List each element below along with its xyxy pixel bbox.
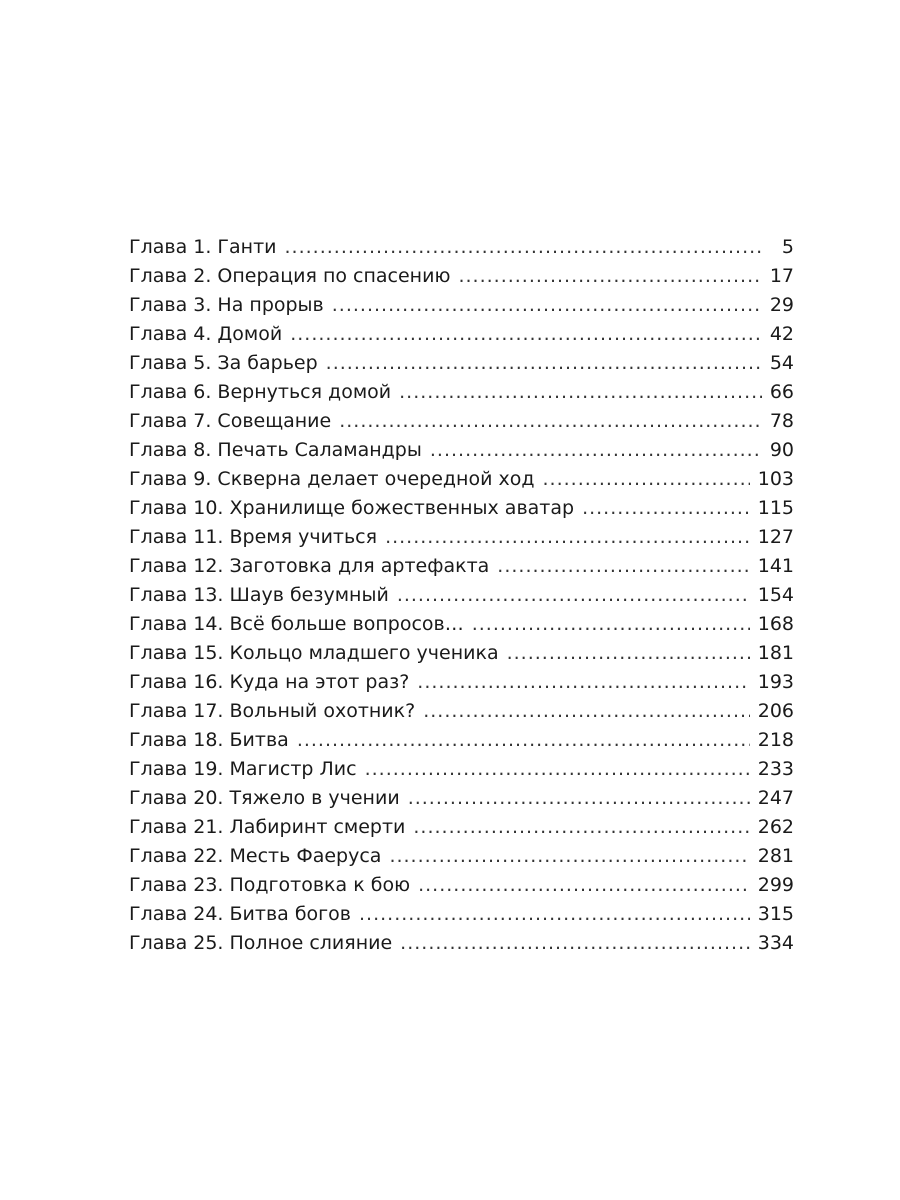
toc-leader-dots: [332, 291, 762, 320]
toc-entry-title: Глава 9. Скверна делает очередной ход: [129, 468, 535, 490]
toc-entry-title: Глава 3. На прорыв: [129, 294, 324, 316]
toc-leader-dots: [385, 523, 750, 552]
toc-leader-dots: [507, 639, 750, 668]
toc-entry-page: 262: [757, 816, 794, 838]
toc-leader-dots: [430, 436, 762, 465]
toc-entry-page: 54: [769, 352, 794, 374]
toc-entry: [129, 581, 794, 610]
toc-entry: [129, 378, 794, 407]
toc-entry: [129, 407, 794, 436]
toc-entry: [129, 233, 794, 262]
toc-entry-title: Глава 7. Совещание: [129, 410, 332, 432]
toc-entry: [129, 697, 794, 726]
toc-entry: [129, 668, 794, 697]
toc-entry-title: Глава 13. Шаув безумный: [129, 584, 389, 606]
toc-entry-title: Глава 6. Вернуться домой: [129, 381, 392, 403]
toc-entry: [129, 465, 794, 494]
toc-entry-title: Глава 12. Заготовка для артефакта: [129, 555, 490, 577]
toc-entry-title: Глава 8. Печать Саламандры: [129, 439, 422, 461]
toc-entry: [129, 784, 794, 813]
toc-entry: [129, 639, 794, 668]
toc-leader-dots: [397, 581, 750, 610]
toc-entry-title: Глава 22. Месть Фаеруса: [129, 845, 382, 867]
toc-entry: [129, 523, 794, 552]
toc-entry: [129, 813, 794, 842]
toc-entry: [129, 610, 794, 639]
toc-entry: [129, 436, 794, 465]
toc-leader-dots: [497, 552, 749, 581]
toc-entry: [129, 726, 794, 755]
toc-leader-dots: [285, 233, 763, 262]
toc-entry-page: 103: [757, 468, 794, 490]
toc-entry-page: 218: [757, 729, 794, 751]
toc-entry-page: 206: [757, 700, 794, 722]
toc-leader-dots: [365, 755, 750, 784]
toc-leader-dots: [290, 320, 762, 349]
toc-leader-dots: [399, 378, 762, 407]
toc-entry-title: Глава 2. Операция по спасению: [129, 265, 451, 287]
toc-leader-dots: [359, 900, 750, 929]
toc-entry-page: 17: [769, 265, 794, 287]
toc-leader-dots: [458, 262, 761, 291]
toc-leader-dots: [400, 929, 750, 958]
toc-leader-dots: [423, 697, 750, 726]
toc-entry-page: 115: [757, 497, 794, 519]
toc-leader-dots: [389, 842, 749, 871]
table-of-contents: [129, 233, 794, 958]
toc-entry-title: Глава 1. Ганти: [129, 236, 277, 258]
toc-entry-page: 281: [757, 845, 794, 867]
toc-entry-title: Глава 18. Битва: [129, 729, 289, 751]
toc-entry: [129, 320, 794, 349]
toc-leader-dots: [418, 871, 750, 900]
toc-entry-page: 247: [757, 787, 794, 809]
toc-entry-title: Глава 24. Битва богов: [129, 903, 351, 925]
toc-entry: [129, 262, 794, 291]
toc-entry-title: Глава 4. Домой: [129, 323, 283, 345]
toc-leader-dots: [408, 784, 750, 813]
toc-entry-page: 66: [769, 381, 794, 403]
toc-entry-page: 334: [757, 932, 794, 954]
toc-entry-page: 193: [757, 671, 794, 693]
toc-entry: [129, 494, 794, 523]
toc-entry-title: Глава 25. Полное слияние: [129, 932, 393, 954]
toc-leader-dots: [297, 726, 750, 755]
toc-entry-page: 181: [757, 642, 794, 664]
toc-entry: [129, 929, 794, 958]
toc-entry-page: 42: [769, 323, 794, 345]
toc-entry-title: Глава 5. За барьер: [129, 352, 318, 374]
toc-entry-title: Глава 11. Время учиться: [129, 526, 378, 548]
toc-entry-page: 29: [769, 294, 794, 316]
toc-entry: [129, 291, 794, 320]
toc-entry-title: Глава 14. Всё больше вопросов…: [129, 613, 464, 635]
toc-entry-page: 90: [769, 439, 794, 461]
toc-entry-page: 5: [781, 236, 794, 258]
toc-leader-dots: [413, 813, 749, 842]
toc-entry-title: Глава 19. Магистр Лис: [129, 758, 357, 780]
toc-entry-page: 154: [757, 584, 794, 606]
toc-entry-title: Глава 21. Лабиринт смерти: [129, 816, 406, 838]
toc-entry: [129, 552, 794, 581]
toc-leader-dots: [472, 610, 750, 639]
toc-leader-dots: [543, 465, 750, 494]
toc-leader-dots: [326, 349, 762, 378]
toc-entry-page: 299: [757, 874, 794, 896]
toc-entry-title: Глава 23. Подготовка к бою: [129, 874, 411, 896]
toc-entry-page: 233: [757, 758, 794, 780]
toc-leader-dots: [417, 668, 749, 697]
toc-entry: [129, 842, 794, 871]
toc-leader-dots: [339, 407, 762, 436]
toc-entry-page: 168: [757, 613, 794, 635]
toc-leader-dots: [582, 494, 750, 523]
toc-entry-page: 78: [769, 410, 794, 432]
toc-entry-page: 141: [757, 555, 794, 577]
toc-entry-title: Глава 20. Тяжело в учении: [129, 787, 400, 809]
toc-entry-title: Глава 15. Кольцо младшего ученика: [129, 642, 499, 664]
toc-entry-title: Глава 16. Куда на этот раз?: [129, 671, 410, 693]
toc-entry-page: 315: [757, 903, 794, 925]
toc-entry-title: Глава 10. Хранилище божественных аватар: [129, 497, 575, 519]
toc-entry: [129, 755, 794, 784]
toc-entry: [129, 349, 794, 378]
toc-entry: [129, 900, 794, 929]
toc-entry-title: Глава 17. Вольный охотник?: [129, 700, 416, 722]
toc-entry-page: 127: [757, 526, 794, 548]
toc-entry: [129, 871, 794, 900]
